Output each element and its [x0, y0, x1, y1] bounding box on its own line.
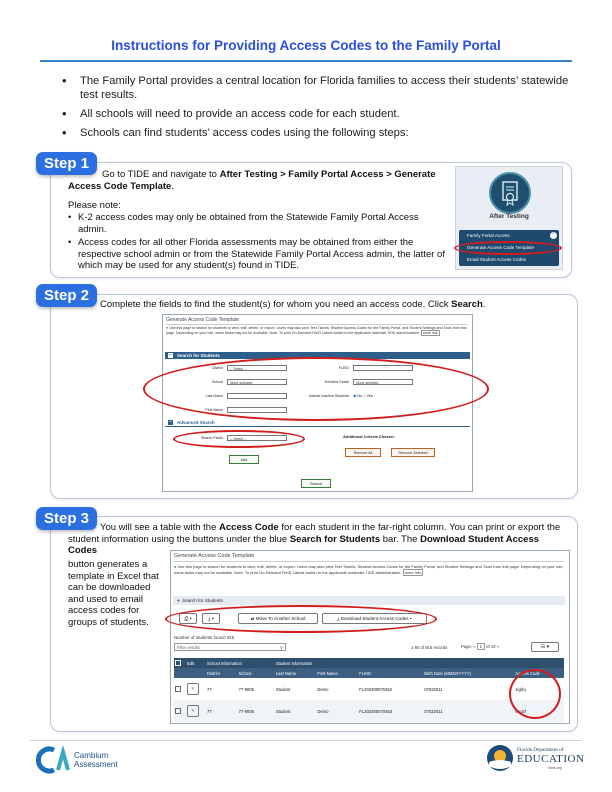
- page-number-input[interactable]: 1: [477, 643, 485, 650]
- fdoe-line2: EDUCATION: [517, 753, 585, 765]
- fdoe-line3: fldoe.org: [548, 766, 562, 770]
- step2-text-c: .: [482, 299, 486, 310]
- access-code-oval: [509, 669, 561, 719]
- prev-icon[interactable]: «: [473, 644, 476, 649]
- note-text: K-2 access codes may only be obtained from the Statewide Family Portal Access admin.: [78, 212, 419, 235]
- fdoe-logo: [486, 744, 586, 776]
- district-label: District: [212, 366, 223, 370]
- more-info-link[interactable]: more info: [404, 569, 422, 575]
- step1-text: [68, 169, 448, 192]
- info-icon: ●: [174, 564, 177, 569]
- cell-school: 77-9005: [238, 686, 255, 692]
- step3-text-4: Search for Students: [289, 533, 381, 545]
- print-button[interactable]: ⎙ ▾: [179, 613, 197, 624]
- download-codes-label: Download Student Access Codes: [340, 616, 409, 621]
- step3-text-3: for each student in the far-right column. You can print or export the student information using the buttons under the blue: [68, 522, 561, 545]
- info-icon: ●: [166, 326, 169, 330]
- filter-input[interactable]: [174, 643, 286, 651]
- search-bar-label: Search for Students: [182, 598, 223, 603]
- menu-item-email[interactable]: Email Student Access Codes: [467, 257, 526, 262]
- search-form-screenshot: [162, 314, 473, 492]
- cell-first-name: Demo: [317, 686, 329, 692]
- edit-icon[interactable]: ✎: [186, 700, 206, 722]
- menu-heading: After Testing: [489, 213, 529, 220]
- download-icon: ⤓: [337, 616, 340, 621]
- chevron-up-icon[interactable]: ⌃: [551, 232, 556, 238]
- cambium-name: Cambium: [74, 751, 109, 760]
- col-district[interactable]: District: [207, 670, 220, 676]
- note-text: Access codes for all other Florida assessments may be obtained from either the respective school admin or from the Statewide Family Portal Access admin, the latter of which may be used for any student(s) found in TIDE.: [78, 237, 445, 271]
- step2-text: [100, 299, 570, 311]
- edit-header: Edit: [187, 660, 195, 666]
- menu-item-family-portal[interactable]: Family Portal Access: [467, 233, 510, 238]
- menu-item-generate[interactable]: Generate Access Code Template: [467, 245, 535, 250]
- cell-district: 77: [207, 686, 212, 692]
- buttons-oval: [165, 605, 437, 633]
- group-header-row: [174, 658, 564, 668]
- step1-lead: Go to TIDE and navigate to: [102, 169, 220, 180]
- fdoe-line1: Florida Department of: [517, 747, 564, 753]
- advanced-bar-label: Advanced Search: [177, 420, 215, 425]
- radio-no-label: No: [357, 394, 363, 398]
- col-access-code[interactable]: Access Code: [515, 670, 540, 676]
- col-fleid[interactable]: FLEID: [359, 670, 372, 676]
- form-header-rule: [166, 324, 468, 325]
- remove-selected-button[interactable]: Remove Selected: [391, 448, 435, 457]
- grade-select[interactable]: None selected: [353, 379, 413, 385]
- cell-access-code: 1igfrq: [515, 686, 526, 692]
- criteria-label: Additional Criteria Chosen:: [343, 434, 395, 439]
- results-header: Generate Access Code Template: [174, 553, 255, 559]
- cell-fleid: FL202300070452: [359, 686, 393, 692]
- bullet-item: • Schools can find students’ access codes using the following steps:: [62, 126, 572, 140]
- plus-icon: +: [177, 598, 180, 603]
- more-info-link[interactable]: more info: [422, 331, 438, 335]
- step3-text-side: button generates a template in Excel that can be downloaded and used to email access codes for groups of students.: [68, 559, 159, 628]
- cambium-subname: Assessment: [74, 760, 118, 769]
- step3-text-6: Download Student Access Codes: [68, 533, 540, 556]
- cell-district: 77: [207, 708, 212, 714]
- student-info-header: Student Information: [275, 660, 313, 666]
- col-birth-date[interactable]: Birth Date (MMDDYYYY): [424, 670, 472, 676]
- search-bar-label: Search for Students: [177, 353, 220, 358]
- step3-text-1: You will see a table with the: [100, 522, 220, 533]
- info-text: Use this page to search for students to view, edit, delete, or export. Users may also print Test Tickets, Student Access Codes for the Family Portal, and Student Settings and Tools from this page. Depending on your role, some tasks may not be available. Note: To print On-Demand FleID Labels switch to the applicable materials TIDE administration.: [166, 326, 467, 335]
- pagination: [461, 644, 499, 649]
- next-icon[interactable]: »: [496, 644, 499, 649]
- intro-bullets: [62, 74, 572, 145]
- search-fields-select[interactable]: -- Select --: [227, 435, 287, 441]
- note-item: • Access codes for all other Florida assessments may be obtained from either the respective school admin or from the Statewide Family Portal Access admin, the latter of which may be used for any student(s) found in TIDE.: [68, 237, 445, 271]
- records-count: 1-50 of 915 records: [411, 645, 448, 650]
- search-fields-oval: [173, 430, 305, 448]
- footer-rule: [30, 740, 582, 741]
- cell-birth-date: 07022011: [424, 686, 443, 692]
- info-text: Use this page to search for students to view, edit, delete, or export. Users may also print Test Tickets, Student Access Codes for the Family Portal, and Student Settings and Tools from this page. Depending on your role, some tasks may not be available. Note: To print On-Demand FleID Labels switch to the applicable materials TIDE administration.: [174, 564, 564, 575]
- cell-last-name: Student: [275, 708, 291, 714]
- form-info: [166, 326, 468, 336]
- results-search-bar[interactable]: [173, 596, 565, 605]
- fdoe-seal-icon: [486, 744, 514, 772]
- step1-path: After Testing > Family Portal Access > Generate Access Code Template: [68, 169, 436, 192]
- settings-icon: ☷: [540, 644, 546, 650]
- certificate-icon: [489, 172, 531, 214]
- search-button[interactable]: Search: [301, 479, 331, 488]
- export-button[interactable]: ⤓ ▾: [202, 613, 220, 624]
- cell-fleid: FL202300070453: [359, 708, 393, 714]
- results-table: [174, 658, 564, 722]
- school-label: School: [212, 380, 223, 384]
- fleid-label: FLEID: [338, 366, 349, 370]
- step3-text-5: bar. The: [380, 533, 421, 545]
- edit-icon[interactable]: ✎: [186, 678, 206, 700]
- minus-icon: −: [169, 352, 172, 358]
- step1-note-heading: Please note:: [68, 200, 121, 211]
- school-select[interactable]: None selected: [227, 379, 287, 385]
- school-info-header: School Information: [207, 660, 242, 666]
- download-codes-button[interactable]: ⤓ Download Student Access Codes ▾: [322, 613, 427, 624]
- results-info: [174, 564, 564, 575]
- cell-school: 77-9005: [238, 708, 255, 714]
- move-school-label: Move To Another School: [255, 616, 306, 621]
- step3-label: Step 3: [36, 507, 97, 530]
- note-item: • K-2 access codes may only be obtained from the Statewide Family Portal Access admin.: [68, 212, 419, 235]
- add-button[interactable]: Add: [229, 455, 259, 464]
- column-settings-button[interactable]: ☷ ▾: [531, 642, 559, 652]
- required-fields-oval: [143, 357, 489, 421]
- students-found: Number of students found: 915: [174, 635, 235, 640]
- radio-yes-label: Yes: [366, 394, 373, 398]
- radio-yes-icon[interactable]: ○: [363, 394, 366, 398]
- results-header-rule: [174, 561, 564, 562]
- highlight-oval: [454, 241, 562, 255]
- step1-period: .: [171, 180, 174, 192]
- lastname-label: Last Name: [205, 394, 223, 398]
- step1-label: Step 1: [36, 152, 97, 175]
- select-all-checkbox[interactable]: [174, 658, 186, 668]
- step2-text-b: Search: [451, 299, 483, 310]
- row-checkbox[interactable]: [174, 700, 186, 722]
- row-checkbox[interactable]: [174, 678, 186, 700]
- move-icon: ⇄: [250, 616, 255, 621]
- col-school[interactable]: School: [238, 670, 252, 676]
- col-last-name[interactable]: Last Name: [275, 670, 297, 676]
- after-testing-panel: [455, 166, 563, 270]
- search-icon: ⚲: [279, 645, 283, 650]
- remove-all-button[interactable]: Remove All: [345, 448, 381, 457]
- page-label: Page:: [461, 644, 472, 649]
- table-row: [174, 678, 564, 700]
- inactive-label: Include Inactive Students: [308, 394, 349, 398]
- district-select[interactable]: -- Select --: [227, 365, 287, 371]
- step2-label: Step 2: [36, 284, 97, 307]
- search-fields-label: Search Fields: [201, 436, 223, 440]
- filter-placeholder: Filter results: [177, 645, 200, 650]
- step2-text-a: Complete the fields to find the student(s) for whom you need an access code. Click: [100, 299, 452, 310]
- minus-icon: −: [169, 419, 172, 425]
- bullet-item: • The Family Portal provides a central location for Florida families to access their students’ statewide test results.: [62, 74, 572, 102]
- download-icon: ⤓: [208, 616, 211, 622]
- results-screenshot: [170, 550, 570, 724]
- cambium-logo-mark: [32, 746, 72, 774]
- step3-text-2: Access Code: [219, 522, 279, 533]
- firstname-label: First Name: [205, 408, 223, 412]
- cell-first-name: Demo: [317, 708, 329, 714]
- radio-no-icon[interactable]: ◉: [353, 394, 357, 398]
- table-row: [174, 700, 564, 722]
- step1-notes: [68, 212, 446, 272]
- grade-label: Enrolled Grade: [324, 380, 349, 384]
- column-header-row: [174, 668, 564, 678]
- title-divider: [40, 60, 572, 62]
- bullet-item: • All schools will need to provide an access code for each student.: [62, 107, 572, 121]
- cell-access-code: vixgzf: [515, 708, 526, 714]
- page-title: Instructions for Providing Access Codes to the Family Portal: [111, 38, 501, 53]
- cell-last-name: Student: [275, 686, 291, 692]
- form-header: Generate Access Code Template: [166, 317, 240, 323]
- printer-icon: ⎙: [184, 616, 189, 622]
- page-total: of 19: [486, 644, 496, 649]
- cambium-logo: [32, 746, 132, 776]
- cell-birth-date: 07022011: [424, 708, 443, 714]
- col-first-name[interactable]: First Name: [317, 670, 338, 676]
